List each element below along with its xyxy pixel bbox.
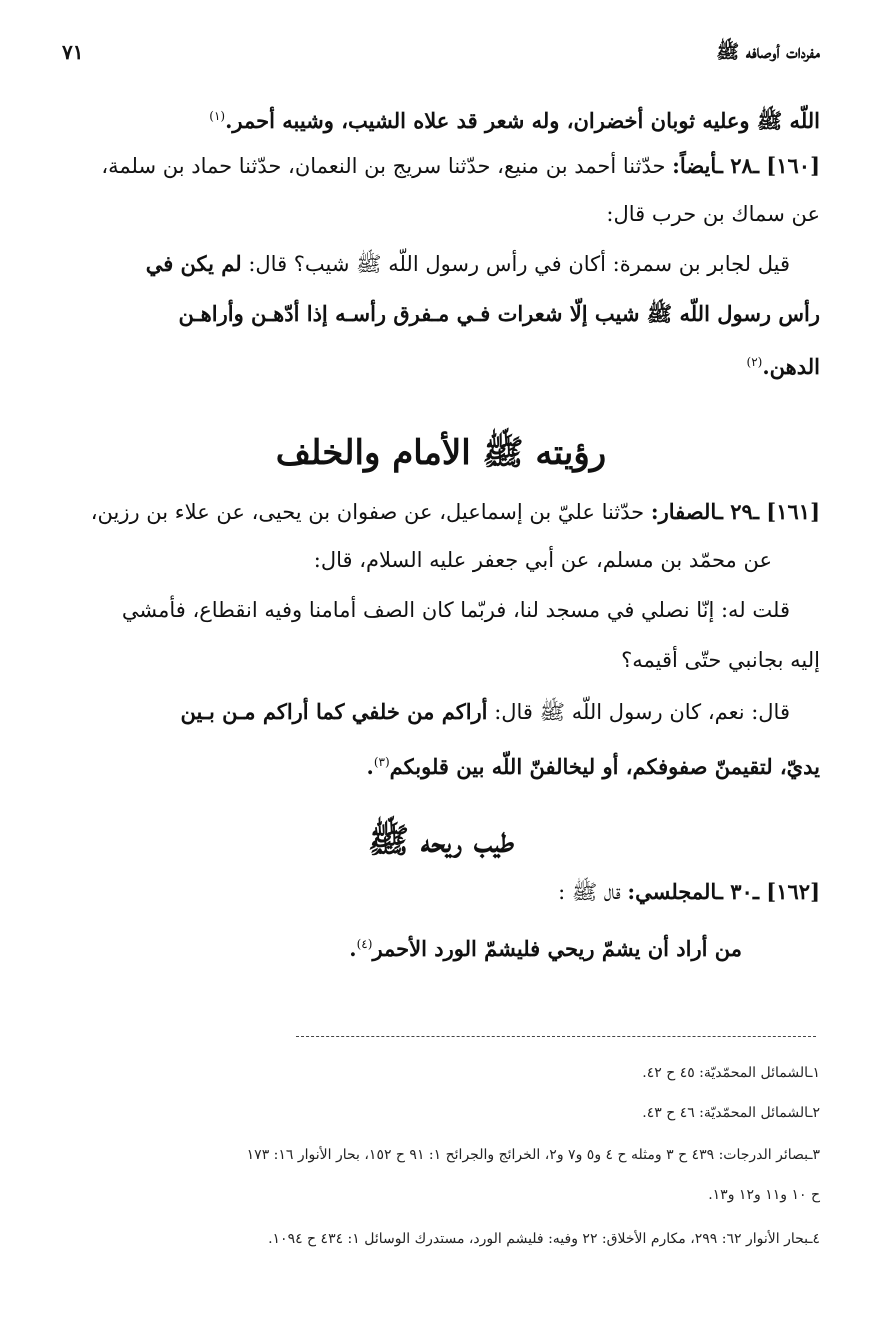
footnote-4: ٤ـبحار الأنوار ٦٢: ٢٩٩، مكارم الأخلاق: ٢٢ وفيه: فليشم الورد، مستدرك الوسائل ١: ٤٣٤ ح ١٠٩٤.: [268, 1231, 820, 1247]
text-line-1: اللّه ﷺ وعليه ثوبان أخضران، وله شعر قد علاه الشيب، وشيبه أحمر.$^{(١)}$: [209, 108, 820, 133]
hadith-161-line-3: قلت له: إنّا نصلي في مسجد لنا، فربّما كان الصف أمامنا وفيه انقطاع، فأمشي: [121, 598, 790, 622]
running-header-title: مفردات أوصافه ﷺ: [716, 41, 820, 63]
section-heading-fragrance: طيب ريحه ﷺ: [367, 821, 515, 861]
hadith-160-id: [١٦٠] ـ٢٨ ـأيضاً:: [672, 153, 820, 178]
footnote-3-continued: ح ١٠ و١١ و١٢ و١٣.: [708, 1187, 820, 1203]
hadith-161-line-6: يديّ، لتقيمنّ صفوفكم، أو ليخالفنّ اللّه بين قلوبكم$^{(٣)}$.: [366, 754, 820, 779]
hadith-162-line-2: من أراد أن يشمّ ريحي فليشمّ الورد الأحمر$^{(٤)}$.: [349, 936, 742, 961]
hadith-160-line-2: عن سماك بن حرب قال:: [606, 202, 820, 226]
section-heading-front-back: رؤيته ﷺ الأمام والخلف: [275, 433, 607, 473]
page-number: ٧١: [62, 40, 84, 64]
footnote-2: ٢ـالشمائل المحمّديّة: ٤٦ ح ٤٣.: [642, 1105, 820, 1121]
hadith-161-line-5: قال: نعم، كان رسول اللّه ﷺ قال: أراكم من خلفي كما أراكم مـن بـين: [180, 699, 790, 724]
hadith-160-line-5: الدهن.$^{(٢)}$: [746, 354, 820, 379]
hadith-160-line-3: قيل لجابر بن سمرة: أكان في رأس رسول اللّه ﷺ شيب؟ قال: لم يكن في: [145, 251, 790, 276]
hadith-162-id: [١٦٢] ـ٣٠ ـالمجلسي:: [627, 879, 820, 904]
hadith-162-line-1: [١٦٢] ـ٣٠ ـالمجلسي: قال ﷺ :: [558, 879, 820, 904]
hadith-160-line-1: [١٦٠] ـ٢٨ ـأيضاً: حدّثنا أحمد بن منيع، حدّثنا سريج بن النعمان، حدّثنا حماد بن سلمة،: [101, 153, 820, 178]
footnote-ref-2: (٢): [746, 355, 763, 369]
hadith-161-id: [١٦١] ـ٢٩ ـالصفار:: [650, 499, 820, 524]
footnote-3: ٣ـبصائر الدرجات: ٤٣٩ ح ٣ ومثله ح ٤ و٥ و٧ و٢، الخرائج والجرائح ١: ٩١ ح ١٥٢، بحار الأنوار ١٦: ١٧٣: [246, 1147, 820, 1163]
hadith-160-line-4: رأس رسول اللّه ﷺ شيب إلّا شعرات فـي مـفرق رأسـه إذا أدّهـن وأراهـن: [178, 301, 820, 326]
footnote-ref-3: (٣): [373, 755, 390, 769]
footnote-ref-1: (١): [209, 109, 226, 123]
hadith-161-line-1: [١٦١] ـ٢٩ ـالصفار: حدّثنا عليّ بن إسماعيل، عن صفوان بن يحيى، عن علاء بن رزين،: [90, 499, 820, 524]
footnote-ref-4: (٤): [356, 937, 373, 951]
hadith-161-line-4: إليه بجانبي حتّى أقيمه؟: [621, 648, 820, 672]
footnote-1: ١ـالشمائل المحمّديّة: ٤٥ ح ٤٢.: [642, 1065, 820, 1081]
hadith-161-line-2: عن محمّد بن مسلم، عن أبي جعفر عليه السلام، قال:: [313, 548, 772, 572]
footnote-separator: [296, 1036, 816, 1037]
